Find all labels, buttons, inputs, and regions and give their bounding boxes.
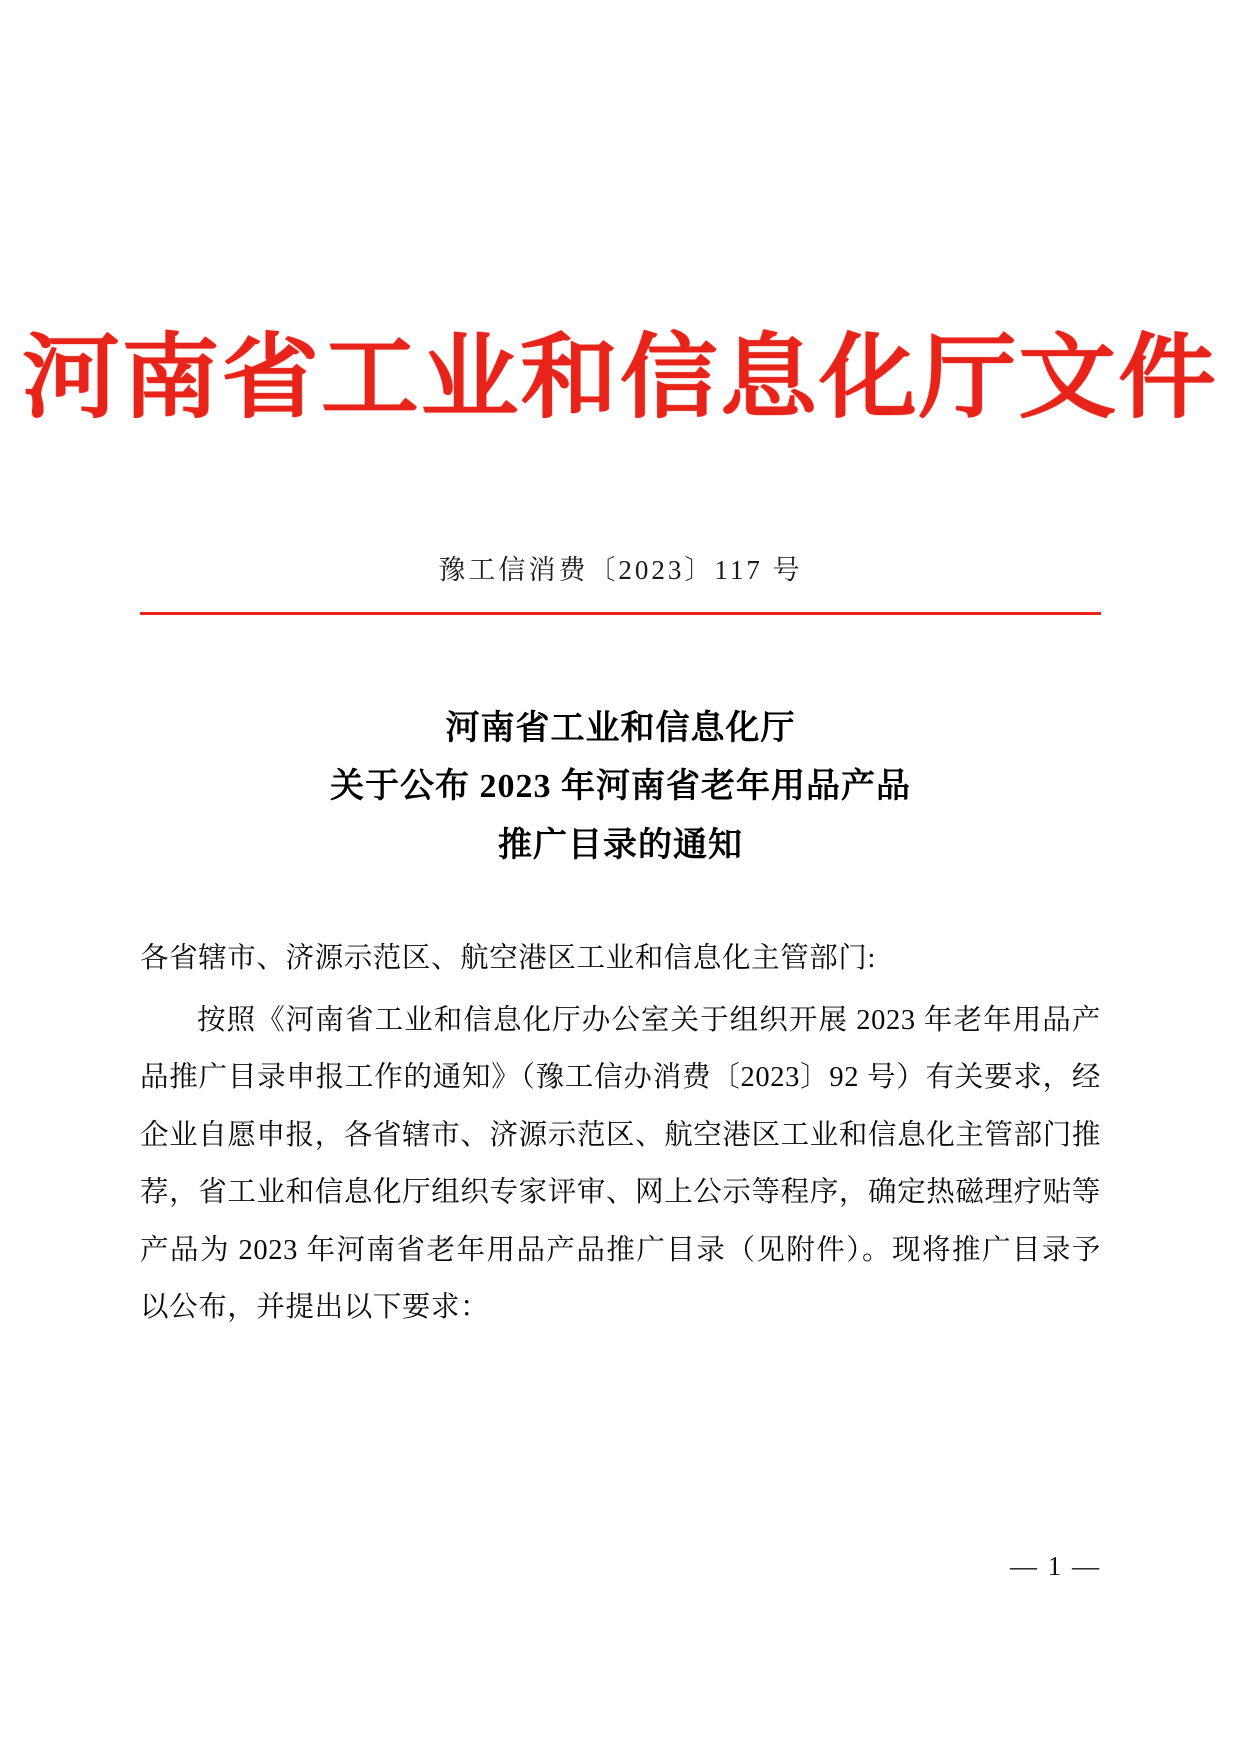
document-title [160,700,1081,875]
red-separator-rule [140,612,1101,615]
salutation: 各省辖市、济源示范区、航空港区工业和信息化主管部门: [140,943,877,974]
masthead [0,327,1241,429]
title-line-1: 河南省工业和信息化厅 [445,710,796,747]
body-paragraph-1: 按照《河南省工业和信息化厅办公室关于组织开展 2023 年老年用品产品推广目录申报工作的通知》（豫工信办消费〔2023〕92 号）有关要求，经企业自愿申报，各省辖市、济源示范区、航空港区工业和信息化主管部门推荐，省工业和信息化厅组织专家评审、网上公示等程序，确定热磁理疗贴等产品为 2023 年河南省老年用品产品推广目录（见附件）。现将推广目录予以公布，并提出以下要求： [140,1004,1101,1324]
document-number: 豫工信消费〔2023〕117 号 [438,555,803,585]
title-line-3: 推广目录的通知 [498,826,743,864]
page-number: — 1 — [1010,1551,1101,1581]
title-line-2: 关于公布 2023 年河南省老年用品产品 [330,768,911,806]
document-body [140,930,1101,1337]
masthead-title: 河南省工业和信息化厅文件 [22,327,1219,429]
